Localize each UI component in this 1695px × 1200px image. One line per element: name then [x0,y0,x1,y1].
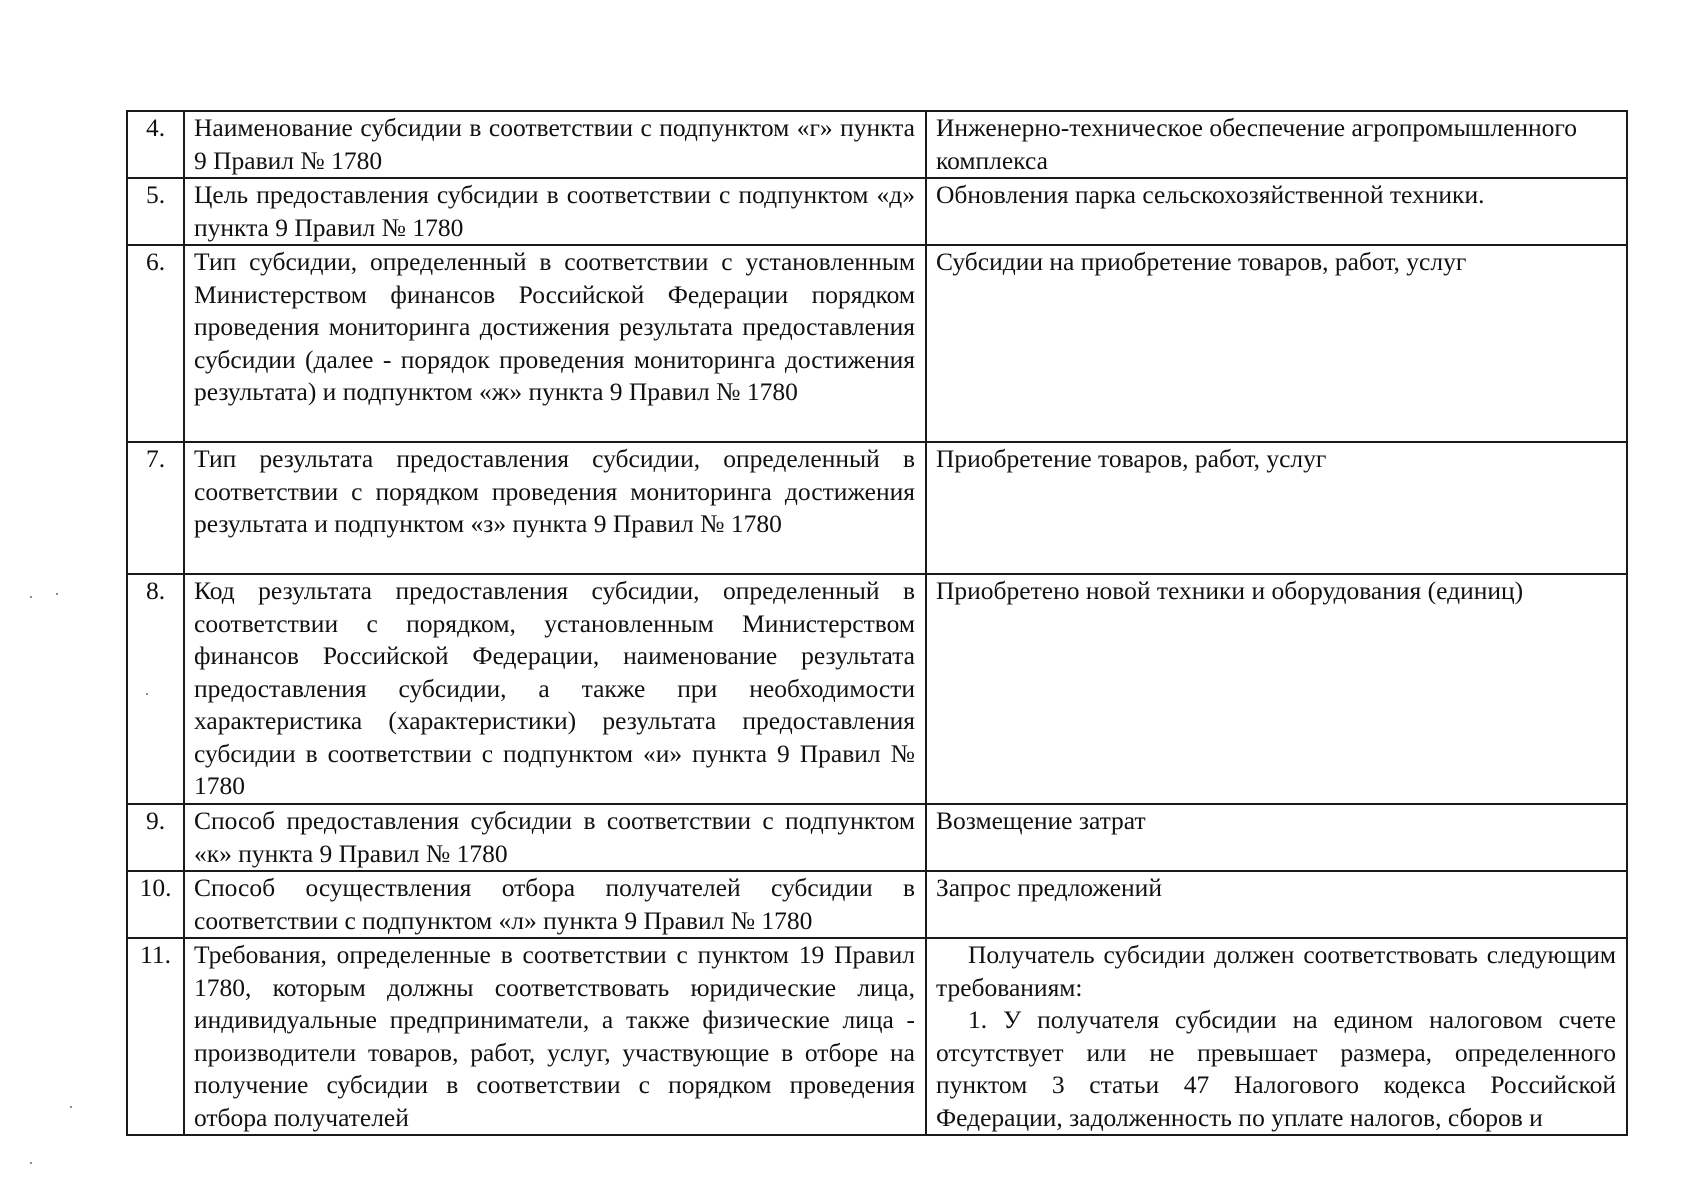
row-parameter: Наименование субсидии в соответствии с подпунктом «г» пункта 9 Правил № 1780 [184,111,926,178]
scan-speck [146,693,148,695]
row-value-text: Приобретение товаров, работ, услуг [936,444,1327,473]
row-parameter: Цель предоставления субсидии в соответствии с подпунктом «д» пункта 9 Правил № 1780 [184,178,926,245]
row-parameter: Тип субсидии, определенный в соответствии с установленным Министерством финансов Российской Федерации порядком проведения мониторинга достижения результата предоставления субсидии (далее - порядок проведения мониторинга достижения результата) и подпунктом «ж» пункта 9 Правил № 1780 [184,245,926,442]
row-value [926,871,1627,938]
row-parameter: Тип результата предоставления субсидии, определенный в соответствии с порядком проведения мониторинга достижения результата и подпунктом «з» пункта 9 Правил № 1780 [184,442,926,574]
table-row [127,178,1627,245]
row-value [926,938,1627,1135]
row-value [926,442,1627,574]
row-value [926,804,1627,871]
row-number: 5. [127,178,184,245]
table-row [127,804,1627,871]
row-value-text: Инженерно-техническое обеспечение агропромышленного комплекса [936,113,1577,175]
scan-speck [70,1106,72,1108]
subsidy-parameters-table [126,110,1628,1136]
scan-speck [30,1162,32,1164]
row-parameter: Требования, определенные в соответствии с пунктом 19 Правил 1780, которым должны соответствовать юридические лица, индивидуальные предприниматели, а также физические лица - производители товаров, работ, услуг, участвующие в отборе на получение субсидии в соответствии с порядком проведения отбора получателей [184,938,926,1135]
row-value [926,245,1627,442]
table-row [127,938,1627,1135]
row-parameter: Код результата предоставления субсидии, определенный в соответствии с порядком, установленным Министерством финансов Российской Федерации, наименование результата предоставления субсидии, а также при необходимости характеристика (характеристики) результата предоставления субсидии в соответствии с подпунктом «и» пункта 9 Правил № 1780 [184,574,926,804]
table-row [127,442,1627,574]
row-number: 10. [127,871,184,938]
row-value-text: Обновления парка сельскохозяйственной техники. [936,180,1485,209]
row-number: 8. [127,574,184,804]
row-value [926,574,1627,804]
row-number: 7. [127,442,184,574]
row-number: 6. [127,245,184,442]
row-value-text: Запрос предложений [936,873,1162,902]
row-value-paragraph: 1. У получателя субсидии на едином налоговом счете отсутствует или не превышает размера, определенного пунктом 3 статьи 47 Налогового кодекса Российской Федерации, задолженность по уплате налогов, сборов и [936,1005,1616,1132]
row-value-text: Возмещение затрат [936,806,1146,835]
row-number: 11. [127,938,184,1135]
table-row [127,111,1627,178]
scan-speck [56,593,58,595]
table-row [127,574,1627,804]
row-value [926,111,1627,178]
row-value-text: Приобретено новой техники и оборудования (единиц) [936,576,1524,605]
scan-speck [30,596,32,598]
row-value-text: Субсидии на приобретение товаров, работ, услуг [936,247,1467,276]
row-value-paragraph: Получатель субсидии должен соответствовать следующим требованиям: [936,940,1616,1002]
table-row [127,245,1627,442]
table-row [127,871,1627,938]
row-parameter: Способ предоставления субсидии в соответствии с подпунктом «к» пункта 9 Правил № 1780 [184,804,926,871]
row-value [926,178,1627,245]
row-number: 4. [127,111,184,178]
row-number: 9. [127,804,184,871]
row-parameter: Способ осуществления отбора получателей субсидии в соответствии с подпунктом «л» пункта 9 Правил № 1780 [184,871,926,938]
